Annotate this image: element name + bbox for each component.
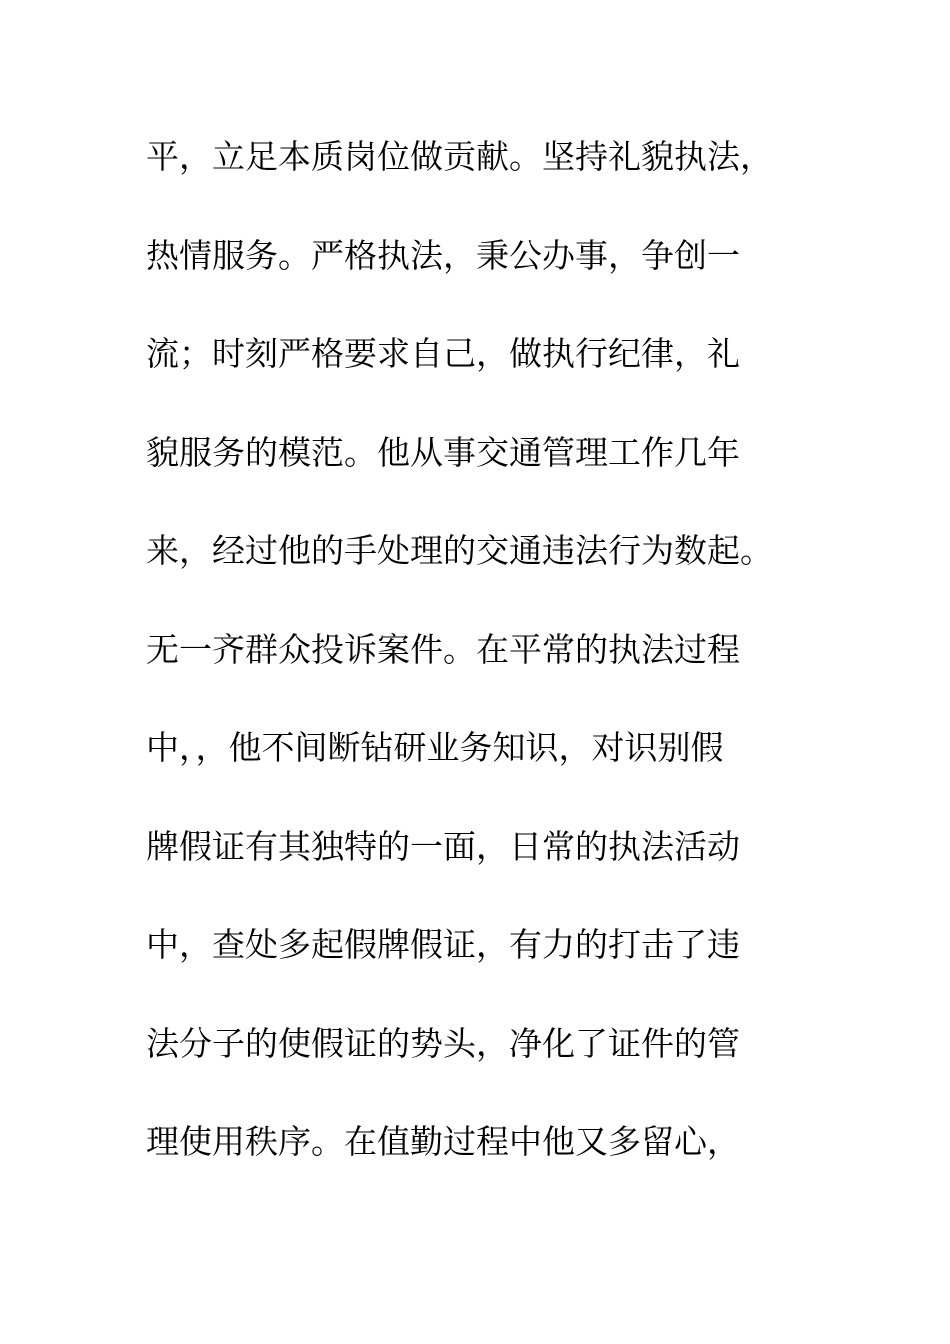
body-text [146,128,926,1212]
text-line: 法分子的使假证的势头，净化了证件的管 [146,1023,740,1063]
text-line: 来，经过他的手处理的交通违法行为数起。 [146,531,773,570]
text-line: 无一齐群众投诉案件。在平常的执法过程 [146,629,740,669]
text-line: 流；时刻严格要求自己，做执行纪律，礼 [146,334,740,373]
text-line: 中，，他不间断钻研业务知识，对识别假 [146,728,724,767]
text-line: 中，查处多起假牌假证，有力的打击了违 [146,925,740,964]
text-line: 牌假证有其独特的一面，日常的执法活动 [146,826,740,866]
text-line: 平，立足本质岗位做贡献。坚持礼貌执法， [146,137,773,176]
text-line: 热情服务。严格执法，秉公办事，争创一 [146,235,740,275]
text-line: 理使用秩序。在值勤过程中他又多留心， [146,1122,740,1161]
text-line: 貌服务的模范。他从事交通管理工作几年 [146,432,740,472]
